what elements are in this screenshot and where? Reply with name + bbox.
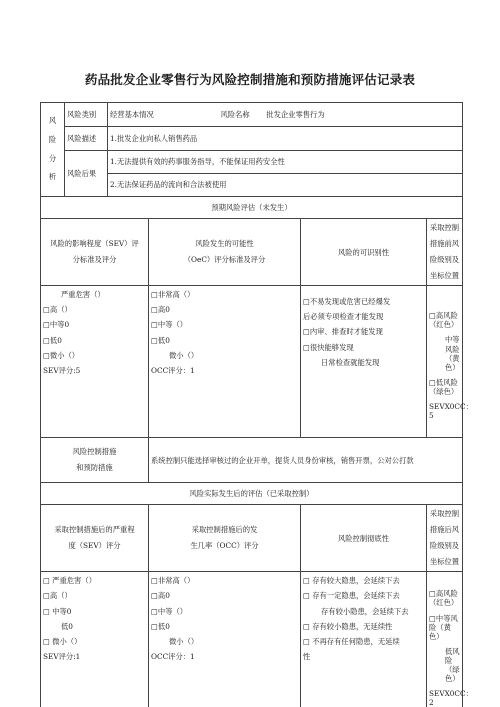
- post-eval-header-occ: 采取控制措施后的发 生几率（OCC）评分: [149, 505, 301, 572]
- post-eval-level-options: □高风险（红色） □中等风险（黄色） 低风险（绿色） SEVX0CC：2: [427, 572, 463, 707]
- risk-analysis-side-label: 风 险 分 析: [41, 103, 65, 197]
- pre-eval-header-occ: 风险发生的可能性 （OeC）评分标准及评分: [149, 219, 301, 286]
- pre-eval-header-detect: 风险的可识别性: [301, 219, 427, 286]
- post-eval-thoroughness-options: □ 存有较大隐患，会延续下去 □ 存有一定隐患，会延续下去 存有较小隐患，会延续下去 □ 存有较小隐患，无延续性 □ 不再存有任何隐患，无延续 性: [301, 572, 427, 707]
- control-measures-label: 风险控制措施 和预防措施: [41, 438, 149, 483]
- pre-eval-level-options: □高风险（红色） 中等风险（黄色） □低风险（绿色） SEVX0CC：5: [427, 286, 463, 438]
- pre-eval-section-title: 预期风险评估（未发生）: [41, 197, 463, 219]
- page-title: 药品批发企业零售行为风险控制措施和预防措施评估记录表: [84, 72, 416, 87]
- pre-eval-occ-options: □非常高（） □高0 □中等（） □低0 微小（） OCC评分：1: [149, 286, 301, 438]
- risk-category-row: [108, 103, 463, 127]
- risk-desc-label: 风险描述: [65, 127, 108, 151]
- pre-eval-detect-options: □不易发现或危害已经爆发 后必须专项检查才能发现 □内审、排查时才能发现 □很快能够发现 日常检查就能发现: [301, 286, 427, 438]
- pre-eval-sev-options: 严重危害（） □高（） □中等0 □低0 □微小（） SEV评分:5: [41, 286, 149, 438]
- risk-category-label: 风险类别: [65, 103, 108, 127]
- post-eval-header-sev: 采取控制措施后的严重程 度（SEV）评分: [41, 505, 149, 572]
- post-eval-sev-options: □ 严重危害（） □高（） □ 中等0 低0 □ 微小（） SEV评分:1: [41, 572, 149, 707]
- risk-consequence-1: 1.无法提供有效的药事服务指导，不能保证用药安全性: [108, 151, 463, 174]
- risk-name-value: 批发企业零售行为: [266, 109, 325, 119]
- risk-consequence-label: 风险后果: [65, 151, 108, 197]
- post-eval-section-title: 风险实际发生后的评估（已采取控制）: [41, 483, 463, 505]
- post-eval-header-level: 采取控制措施后风 险级别及坐标位置: [427, 505, 463, 572]
- risk-category-value: 经营基本情况: [110, 109, 154, 119]
- control-measures-text: 系统控制只能选择审核过的企业开单，提货人员身份审核，销售开票，公对公打款: [149, 438, 463, 483]
- pre-eval-header-level: 采取控制措施前风 险级别及坐标位置: [427, 219, 463, 286]
- post-eval-occ-options: □非常高（） □高0 □中等（） □低0 微小（） OCC评分：1: [149, 572, 301, 707]
- risk-evaluation-table: [40, 102, 473, 707]
- pre-eval-header-sev: 风险的影响程度（SEV）评 分标准及评分: [41, 219, 149, 286]
- risk-name-label: 风险名称: [220, 109, 250, 119]
- risk-consequence-2: 2.无法保证药品的流向和合法被使用: [108, 174, 463, 197]
- risk-desc-value: 1.批发企业向私人销售药品: [108, 127, 463, 151]
- post-eval-header-thoroughness: 风险控制彻底性: [301, 505, 427, 572]
